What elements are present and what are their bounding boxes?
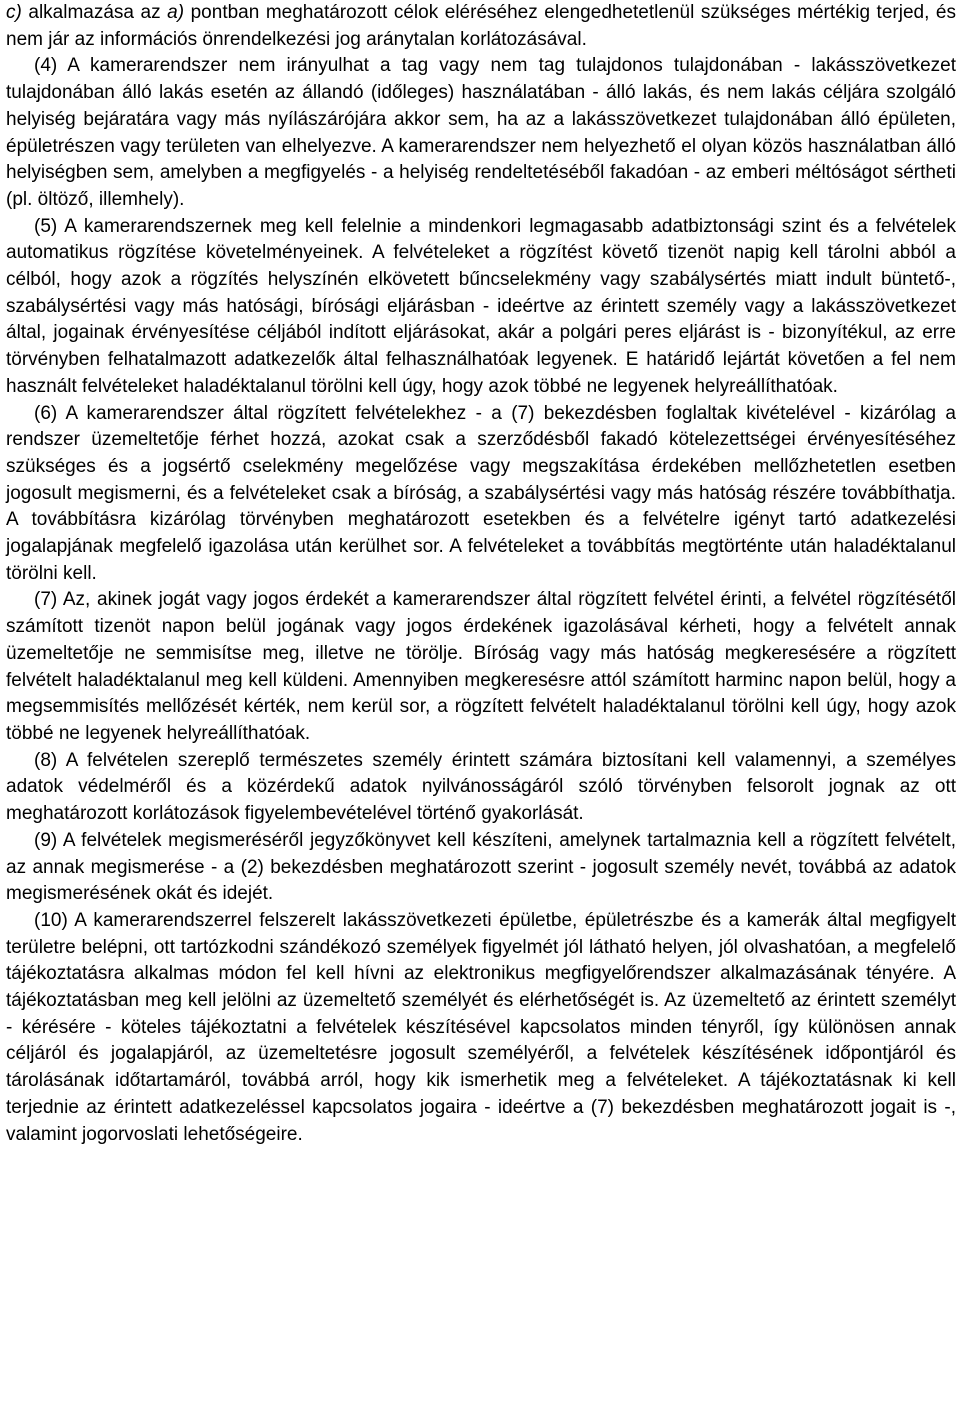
paragraph-text: alkalmazása az (21, 2, 168, 23)
paragraph-6: (6) A kamerarendszer által rögzített felvételekhez - a (7) bekezdésben foglaltak kivételével - kizárólag a rendszer üzemeltetője férhet hozzá, azokat csak a szerződésből fakadó kötelezettségei érvényesítéséhez szükséges és a jogsértő cselekmény megelőzése vagy megszakítása érdekében mellőzhetetlen esetben jogosult megismerni, és a felvételeket csak a bíróság, a szabálysértési vagy más hatóság részére továbbíthatja. A továbbításra kizárólag törvényben meghatározott esetekben és a felvételre igényt tartó adatkezelési jogalapjának megfelelő igazolása után kerülhet sor. A felvételeket a továbbítás megtörténte után haladéktalanul törölni kell. (6, 402, 956, 584)
paragraph-text: pontban meghatározott célok eléréséhez elengedhetetlenül szükséges mértékig terjed, és nem jár az információs önrendelkezési jog aránytalan korlátozásával. (6, 2, 956, 50)
paragraph-9: (9) A felvételek megismeréséről jegyzőkönyvet kell készíteni, amelynek tartalmaznia kell a rögzített felvételt, az annak megismerése - a (2) bekezdésben meghatározott szerint - jogosult személy nevét, továbbá az adatok megismerésének okát és idejét. (6, 829, 956, 905)
paragraph-5: (5) A kamerarendszernek meg kell felelnie a mindenkori legmagasabb adatbiztonsági szint és a felvételek automatikus rögzítése követelményeinek. A felvételeket a rögzítést követő tizenöt napig kell tárolni abból a célból, hogy azok a rögzítés helyszínén elkövetett bűncselekmény vagy szabálysértés miatt indult büntető-, szabálysértési vagy más hatósági, bírósági eljárásban - ideértve az érintett személy vagy a lakásszövetkezet által, jogainak érvényesítése céljából indított eljárásokat, akár a polgári peres eljárást is - bizonyítékul, az erre törvényben felhatalmazott adatkezelők által felhasználhatóak legyenek. E határidő lejártát követően a fel nem használt felvételeket haladéktalanul törölni kell úgy, hogy azok többé ne legyenek helyreállíthatóak. (6, 215, 956, 397)
item-label-c: c) (6, 2, 22, 23)
paragraph-8: (8) A felvételen szereplő természetes személy érintett számára biztosítani kell valamennyi, a személyes adatok védelméről és a közérdekű adatok nyilvánosságáról szóló törvényben felsorolt jognak az ott meghatározott korlátozások figyelembevételével történő gyakorlását. (6, 749, 956, 825)
document-page (6, 0, 956, 1148)
paragraph-7: (7) Az, akinek jogát vagy jogos érdekét a kamerarendszer által rögzített felvétel érinti, a felvétel rögzítésétől számított tizenöt napon belül jogának vagy jogos érdekének igazolásával kérheti, hogy a felvételt annak üzemeltetője ne semmisítse meg, illetve ne törölje. Bíróság vagy más hatóság megkeresésére a rögzített felvételt haladéktalanul meg kell küldeni. Amennyiben megkeresésre attól számított harminc napon belül, hogy a megsemmisítés mellőzését kérték, nem kerül sor, a rögzített felvételt haladéktalanul törölni kell úgy, hogy azok többé ne legyenek helyreállíthatóak. (6, 589, 956, 744)
paragraph-10: (10) A kamerarendszerrel felszerelt lakásszövetkezeti épületbe, épületrészbe és a kamerák által megfigyelt területre belépni, ott tartózkodni szándékozó személyek figyelmét jól látható helyen, jól olvashatóan, a megfelelő tájékoztatásra alkalmas módon fel kell hívni az elektronikus megfigyelőrendszer alkalmazásának tényére. A tájékoztatásban meg kell jelölni az üzemeltető személyét és elérhetőségét is. Az üzemeltető az érintett személyt - kérésére - köteles tájékoztatni a felvételek készítésével kapcsolatos minden tényről, így különösen annak céljáról és jogalapjáról, az üzemeltetésre jogosult személyéről, a felvételek készítésének időpontjáról és tárolásának időtartamáról, továbbá arról, hogy kik ismerhetik meg a felvételeket. A tájékoztatásnak ki kell terjednie az érintett adatkezeléssel kapcsolatos jogaira - ideértve a (7) bekezdésben meghatározott jogait is -, valamint jogorvoslati lehetőségeire. (6, 909, 956, 1145)
item-reference-a: a) (167, 2, 185, 23)
paragraph-4: (4) A kamerarendszer nem irányulhat a tag vagy nem tag tulajdonos tulajdonában - lakásszövetkezet tulajdonában álló lakás esetén az állandó (időleges) használatában - álló lakás, és nem lakás céljára szolgáló helyiség bejáratára vagy más nyílászárójára akkor sem, ha az a lakásszövetkezet tulajdonában álló épületen, épületrészen vagy területen van elhelyezve. A kamerarendszer nem helyezhető el olyan közös használatban álló helyiségben sem, amelyben a megfigyelés - a helyiség rendeltetéséből fakadóan - az emberi méltóságot sértheti (pl. öltöző, illemhely). (6, 55, 956, 210)
paragraph-c-continuation (6, 0, 956, 53)
